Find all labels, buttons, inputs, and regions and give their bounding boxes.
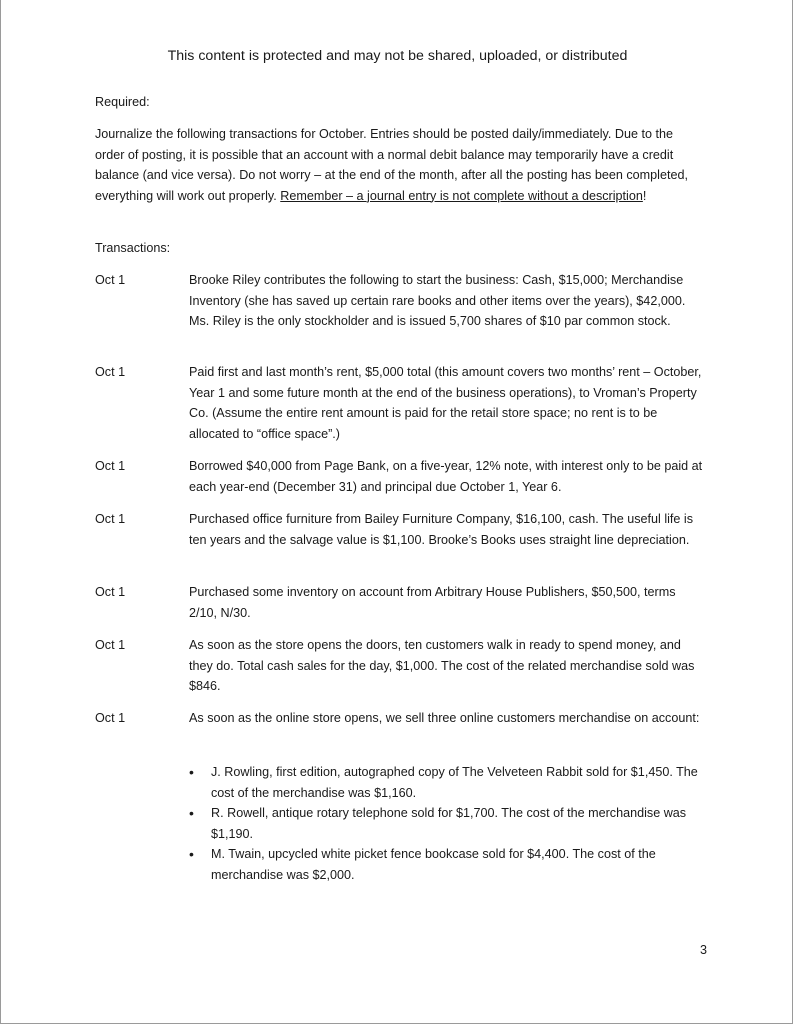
transaction-description: Paid first and last month’s rent, $5,000 total (this amount covers two months’ rent – October, Year 1 and some future month at the end of the business operations), to Vroman’s Property Co. (Assume the entire rent amount is paid for the retail store space; no rent is to be allocated to “office space”.)	[189, 365, 702, 441]
instructions-text: Journalize the following transactions for October. Entries should be posted daily/immediately. Due to the order of posting, it is possible that an account with a normal debit balance may temporarily have a credit balance (and vice versa). Do not worry – at the end of the month, after all the posting has been completed, everything will work out properly.	[95, 127, 688, 203]
list-item-text: J. Rowling, first edition, autographed copy of The Velveteen Rabbit sold for $1,450. The cost of the merchandise was $1,160.	[211, 765, 698, 800]
list-item	[189, 803, 709, 844]
transaction-description: Brooke Riley contributes the following to start the business: Cash, $15,000; Merchandise Inventory (she has saved up certain rare books and other items over the years), $42,000. Ms. Riley is the only stockholder and is issued 5,700 shares of $10 par common stock.	[189, 273, 686, 328]
transactions-heading: Transactions:	[95, 241, 171, 255]
transaction-description: Borrowed $40,000 from Page Bank, on a five-year, 12% note, with interest only to be paid at each year-end (December 31) and principal due October 1, Year 6.	[189, 459, 703, 494]
transaction-date: Oct 1	[95, 711, 126, 725]
transaction-date: Oct 1	[95, 638, 126, 652]
transaction-description: Purchased some inventory on account from Arbitrary House Publishers, $50,500, terms 2/10, N/30.	[189, 585, 676, 620]
bullet-icon: •	[189, 764, 194, 780]
transaction-description: As soon as the online store opens, we sell three online customers merchandise on account:	[189, 711, 700, 725]
bullet-icon: •	[189, 805, 194, 821]
instructions-underlined-text: Remember – a journal entry is not complete without a description	[280, 188, 643, 203]
instructions-paragraph	[95, 124, 705, 206]
transaction-date: Oct 1	[95, 585, 126, 599]
list-item	[189, 844, 709, 885]
transaction-date: Oct 1	[95, 365, 126, 379]
transaction-date: Oct 1	[95, 459, 126, 473]
list-item-text: R. Rowell, antique rotary telephone sold for $1,700. The cost of the merchandise was $1,190.	[211, 806, 687, 841]
transaction-date: Oct 1	[95, 273, 126, 287]
transaction-description: Purchased office furniture from Bailey Furniture Company, $16,100, cash. The useful life is ten years and the salvage value is $1,100. Brooke’s Books uses straight line depreciation.	[189, 512, 694, 547]
list-item-text: M. Twain, upcycled white picket fence bookcase sold for $4,400. The cost of the merchandise was $2,000.	[211, 847, 656, 882]
transaction-description: As soon as the store opens the doors, ten customers walk in ready to spend money, and they do. Total cash sales for the day, $1,000. The cost of the related merchandise sold was $846.	[189, 638, 695, 693]
required-heading: Required:	[95, 95, 150, 109]
online-sales-list	[189, 762, 709, 885]
bullet-icon: •	[189, 846, 194, 862]
transaction-date: Oct 1	[95, 512, 126, 526]
protection-notice: This content is protected and may not be shared, uploaded, or distributed	[167, 48, 628, 64]
page-number: 3	[699, 943, 707, 957]
list-item	[189, 762, 709, 803]
instructions-end: !	[642, 188, 647, 203]
